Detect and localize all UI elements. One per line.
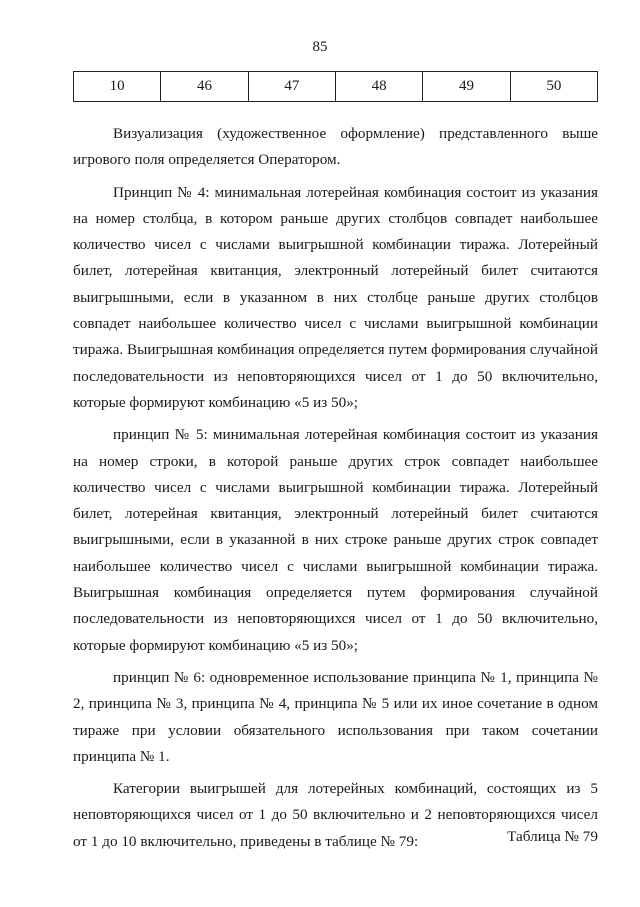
paragraph-visualization: Визуализация (художественное оформление) представленного выше игрового поля определяется Оператором. (73, 125, 598, 169)
table-cell: 48 (335, 72, 422, 102)
table-cell: 50 (510, 72, 597, 102)
table-cell: 49 (423, 72, 510, 102)
paragraph-principle-5: принцип № 5: минимальная лотерейная комбинация состоит из указания на номер строки, в которой раньше других строк совпадет наибольшее количество чисел с числами выигрышной комбинации тиража. Лотерейный билет, лотерейная квитанция, электронный лотерейный билет считаются выигрышными, если в указанной в них строке раньше других строк совпадет наибольшее количество чисел с числами выигрышной комбинации тиража. Выигрышная комбинация определяется путем формирования случайной последовательности из неповторяющихся чисел от 1 до 50 включительно, которые формируют комбинацию «5 из 50»; (73, 426, 598, 654)
table-caption: Таблица № 79 (507, 828, 598, 845)
paragraph-principle-4: Принцип № 4: минимальная лотерейная комбинация состоит из указания на номер столбца, в котором раньше других столбцов совпадет наибольшее количество чисел с числами выигрышной комбинации тиража. Лотерейный билет, лотерейная квитанция, электронный лотерейный билет считаются выигрышными, если в указанном в них столбце раньше других столбцов совпадет наибольшее количество чисел с числами выигрышной комбинации тиража. Выигрышная комбинация определяется путем формирования случайной последовательности из неповторяющихся чисел от 1 до 50 включительно, которые формируют комбинацию «5 из 50»; (73, 183, 598, 411)
table-cell: 10 (74, 72, 161, 102)
paragraph-categories: Категории выигрышей для лотерейных комбинаций, состоящих из 5 неповторяющихся чисел от 1 до 50 включительно и 2 неповторяющихся чисел от 1 до 10 включительно, приведены в таблице № 79: (73, 780, 598, 850)
page-number: 85 (312, 39, 328, 55)
table-row (74, 72, 598, 102)
numbers-table (73, 71, 598, 102)
table-cell: 46 (161, 72, 248, 102)
table-cell: 47 (248, 72, 335, 102)
body-text (73, 121, 598, 855)
paragraph-principle-6: принцип № 6: одновременное использование принципа № 1, принципа № 2, принципа № 3, принципа № 4, принципа № 5 или их иное сочетание в одном тираже при условии обязательного использования при таком сочетании принципа № 1. (73, 668, 598, 765)
